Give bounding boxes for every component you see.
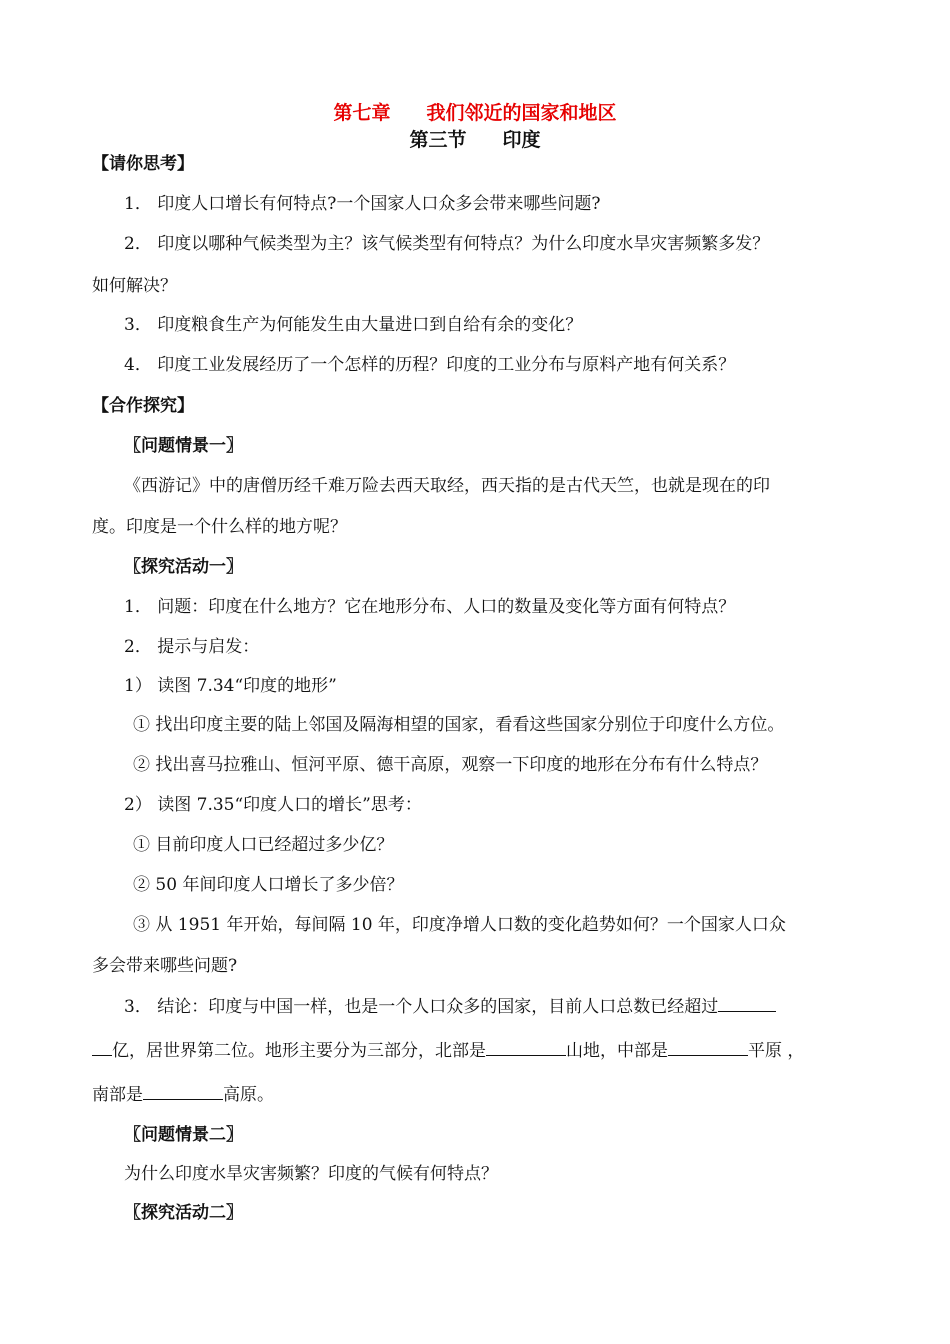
- scene-1-text-line-2: 度。印度是一个什么样的地方呢？: [92, 517, 347, 537]
- activity-1-conclusion-line-3: [92, 1083, 274, 1106]
- fill-blank-north[interactable]: [486, 1039, 566, 1056]
- conclusion-text-4: 平原 ，: [748, 1041, 805, 1061]
- activity-1-conclusion-line-1: [124, 995, 776, 1018]
- scene-1-heading: 〖问题情景一〗: [124, 436, 243, 456]
- activity-1-hint: 2． 提示与启发：: [124, 637, 260, 657]
- fill-blank-south[interactable]: [143, 1083, 223, 1100]
- think-question-3: 3． 印度粮食生产为何能发生由大量进口到自给有余的变化？: [124, 315, 583, 335]
- think-question-2-line-2: 如何解决？: [92, 276, 177, 296]
- conclusion-text-6: 高原。: [223, 1085, 274, 1105]
- section-number: 第三节: [409, 129, 467, 151]
- think-heading: 【请你思考】: [92, 154, 194, 174]
- activity-2-heading: 〖探究活动二〗: [124, 1203, 243, 1223]
- conclusion-text-1: 3． 结论：印度与中国一样，也是一个人口众多的国家，目前人口总数已经超过: [124, 997, 719, 1017]
- think-question-1: 1． 印度人口增长有何特点?一个国家人口众多会带来哪些问题?: [124, 194, 601, 214]
- section-name: 印度: [502, 129, 541, 151]
- section-title: [0, 127, 950, 153]
- activity-1-read-2: 2） 读图 7.35“印度人口的增长”思考：: [124, 795, 422, 815]
- conclusion-text-2: 亿，居世界第二位。地形主要分为三部分，北部是: [112, 1041, 486, 1061]
- activity-1-read-1: 1） 读图 7.34“印度的地形”: [124, 676, 337, 696]
- scene-2-heading: 〖问题情景二〗: [124, 1125, 243, 1145]
- chapter-number: 第七章: [333, 102, 391, 124]
- fill-blank-population[interactable]: [718, 995, 776, 1012]
- activity-1-read-2-item-3-line-2: 多会带来哪些问题?: [92, 956, 238, 976]
- activity-1-read-1-item-2: ② 找出喜马拉雅山、恒河平原、德干高原，观察一下印度的地形在分布有什么特点？: [133, 755, 768, 775]
- scene-2-text: 为什么印度水旱灾害频繁？印度的气候有何特点？: [124, 1164, 498, 1184]
- conclusion-text-5: 南部是: [92, 1085, 143, 1105]
- activity-1-read-1-item-1: ① 找出印度主要的陆上邻国及隔海相望的国家，看看这些国家分别位于印度什么方位。: [133, 715, 785, 735]
- activity-1-question: 1． 问题：印度在什么地方？它在地形分布、人口的数量及变化等方面有何特点？: [124, 597, 736, 617]
- chapter-name: 我们邻近的国家和地区: [426, 102, 617, 124]
- fill-blank-population-continued[interactable]: [92, 1039, 112, 1056]
- think-question-4: 4． 印度工业发展经历了一个怎样的历程？印度的工业分布与原料产地有何关系？: [124, 355, 736, 375]
- activity-1-read-2-item-1: ① 目前印度人口已经超过多少亿？: [133, 835, 394, 855]
- fill-blank-middle[interactable]: [668, 1039, 748, 1056]
- activity-1-heading: 〖探究活动一〗: [124, 557, 243, 577]
- activity-1-conclusion-line-2: [92, 1039, 804, 1062]
- activity-1-read-2-item-2: ② 50 年间印度人口增长了多少倍？: [133, 875, 404, 895]
- explore-heading: 【合作探究】: [92, 396, 194, 416]
- chapter-title: [0, 100, 950, 126]
- activity-1-read-2-item-3-line-1: ③ 从 1951 年开始，每间隔 10 年，印度净增人口数的变化趋势如何？一个国家人口众: [133, 915, 786, 935]
- scene-1-text-line-1: 《西游记》中的唐僧历经千难万险去西天取经，西天指的是古代天竺，也就是现在的印: [124, 476, 770, 496]
- conclusion-text-3: 山地，中部是: [566, 1041, 668, 1061]
- think-question-2-line-1: 2． 印度以哪种气候类型为主？该气候类型有何特点？为什么印度水旱灾害频繁多发？: [124, 234, 770, 254]
